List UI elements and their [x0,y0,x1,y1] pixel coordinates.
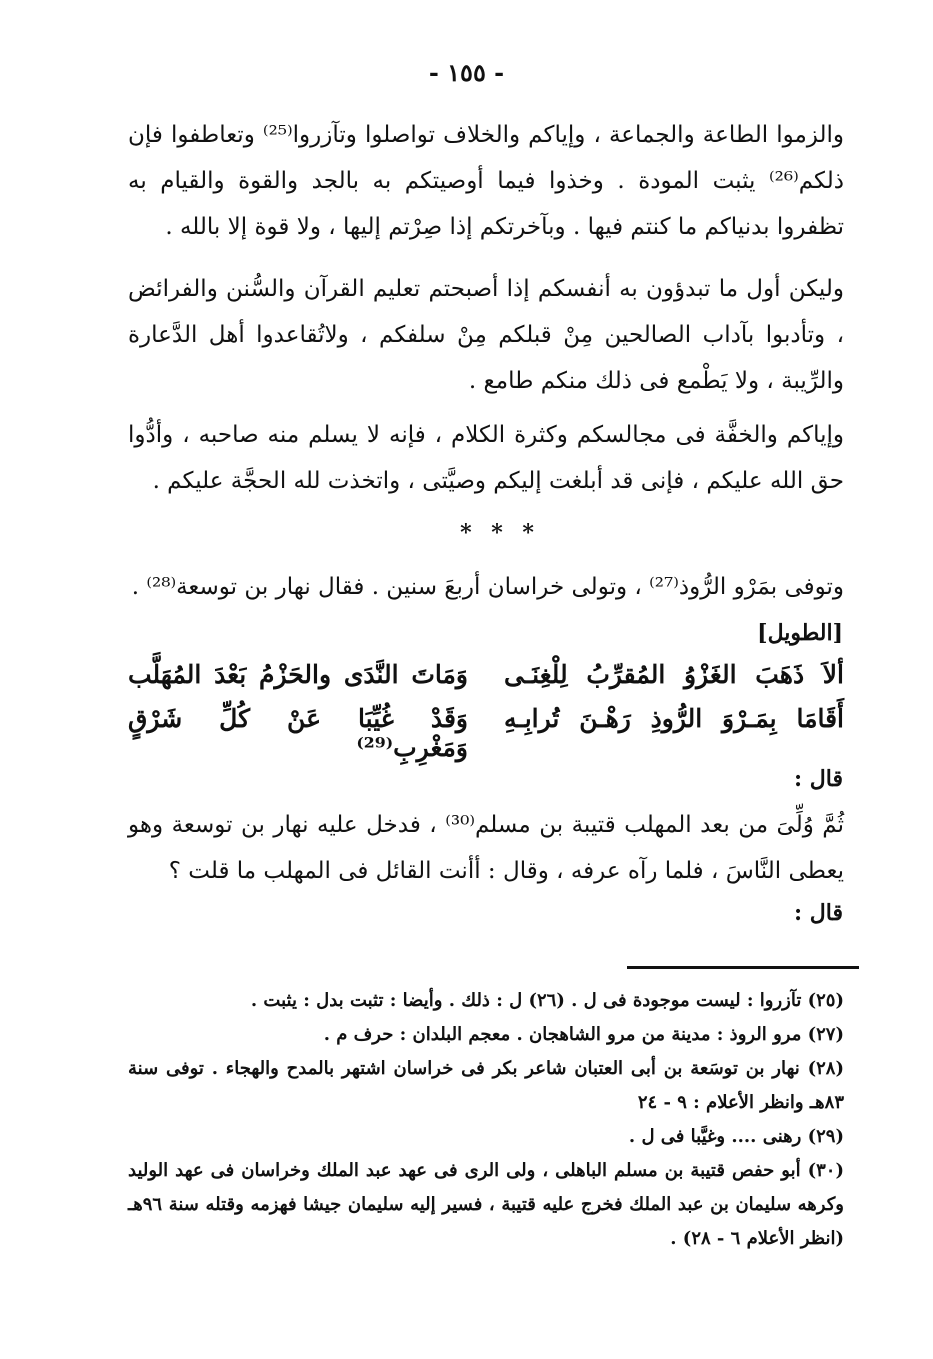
said-label: قال : [794,900,843,926]
verse-first-hemistich: أَقَامَا بِمَـرْوَ الرُّوذِ رَهْـنَ تُرابِـهِ [504,704,844,733]
footnote-28: (٢٨) نهار بن توسَعة بن أبى العتبان شاعر بكر فى خراسان اشتهر بالمدح والهجاء . توفى سنة ٨٣هـ وانظر الأعلام : ٩ - ٢٤ [128,1058,844,1113]
poem-meter-label: [الطويل] [757,620,843,646]
section-separator: * * * [460,520,540,546]
verse-first-hemistich: ألاَ ذَهَبَ الغَزْوُ المُقرِّبُ لِلْغِنَـى [504,660,844,689]
verse-second-hemistich: وَمَاتَ النَّدَى والحَزْمُ بَعْدَ المُهَلَّب [128,660,468,689]
poem-verse [128,704,844,762]
poem-verse [128,660,844,704]
paragraph-3: وإياكم والخفَّة فى مجالسكم وكثرة الكلام ، فإنه لا يسلم منه صاحبه ، وأدُّوا حق الله عليكم ، فإنى قد أبلغت إليكم وصيَّتى ، واتخذت لله الحجَّة عليكم . [128,422,844,494]
page-number: - ١٥٥ - [428,58,505,87]
narration-qutayba: ثُمَّ وُلِّىَ من بعد المهلب قتيبة بن مسلم⁽³⁰⁾ ، فدخل عليه نهار بن توسعة وهو يعطى النَّاسَ ، فلما رآه عرفه ، وقال : أأنت القائل فى المهلب ما قلت ؟ [128,812,844,884]
narration-death: وتوفى بمَرْو الرُّوذ⁽²⁷⁾ ، وتولى خراسان أربعَ سنين . فقال نهار بن توسعة⁽²⁸⁾ . [131,574,844,600]
paragraph-2: وليكن أول ما تبدؤون به أنفسكم إذا أصبحتم تعليم القرآن والسُّنن والفرائض ، وتأدبوا بآداب الصالحين مِنْ قبلكم مِنْ سلفكم ، ولاتُقاعدوا أهل الدَّعارة والرِّيبة ، ولا يَطْمع فى ذلك منكم طامع . [128,276,844,394]
verse-second-hemistich: وَقَدْ غُيِّبَا عَنْ كُلِّ شَرْقٍ وَمَغْرِبِ⁽²⁹⁾ [128,704,468,762]
footnote-divider [627,966,859,969]
footnote-25-26: (٢٥) تآزروا : ليست موجودة فى ل . (٢٦) ل : ذلك . وأيضا : تثبت بدل : يثبت . [250,990,844,1011]
footnote-27: (٢٧) مرو الروذ : مدينة من مرو الشاهجان . معجم البلدان : حرف م . [323,1024,844,1045]
paragraph-1: والزموا الطاعة والجماعة ، وإياكم والخلاف تواصلوا وتآزروا⁽²⁵⁾ وتعاطفوا فإن ذلكم⁽²⁶⁾ يثبت المودة . وخذوا فيما أوصيتكم به بالجد والقوة والقيام به تظفروا بدنياكم ما كنتم فيها . وبآخرتكم إذا صِرْتم إليها ، ولا قوة إلا بالله . [128,122,844,240]
footnote-30: (٣٠) أبو حفص قتيبة بن مسلم الباهلى ، ولى الرى فى عهد عبد الملك وخراسان فى عهد الوليد وكرهه سليمان بن عبد الملك فخرج عليه قتيبة ، فسير إليه سليمان جيشا فهزمه وقتله سنة ٩٦هـ (انظر الأعلام ٦ - ٢٨) . [128,1160,844,1249]
footnote-29: (٢٩) رهنى .... وغيَّبا فى ل . [628,1126,844,1147]
footnotes-block [128,984,844,1256]
said-label: قال : [794,766,843,792]
